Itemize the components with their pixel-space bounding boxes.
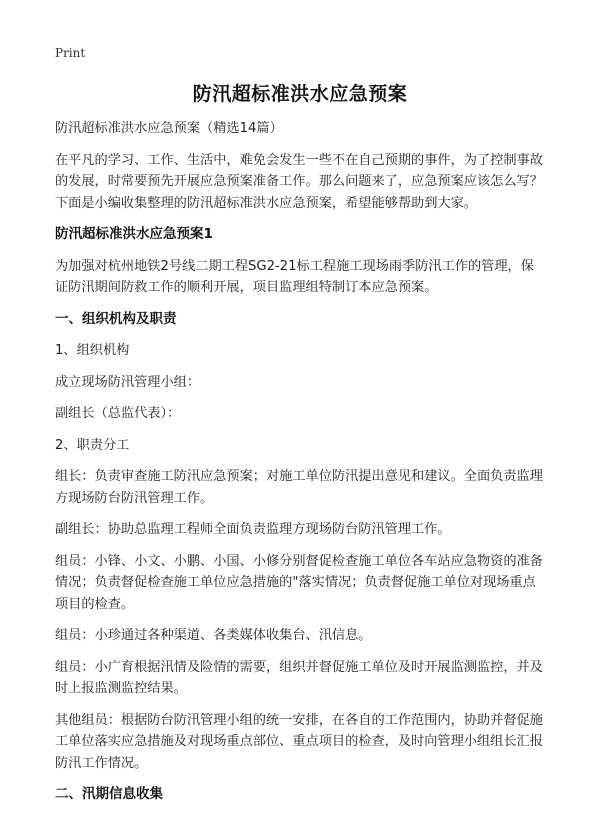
document-subtitle: 防汛超标准洪水应急预案（精选14篇） (55, 121, 283, 136)
document-body (55, 118, 547, 816)
intro-paragraph: 在平凡的学习、工作、生活中，难免会发生一些不在自己预期的事件，为了控制事故的发展，时常要预先开展应急预案准备工作。那么问题来了，应急预案应该怎么写？下面是小编收集整理的防汛超标准洪水应急预案，希望能够帮助到大家。 (55, 152, 543, 211)
duty-others-paragraph: 其他组员：根据防台防汛管理小组的统一安排，在各自的工作范围内，协助并督促施工单位落实应急措施及对现场重点部位、重点项目的检查，及时向管理小组组长汇报防汛工作情况。 (55, 712, 543, 771)
duty-deputy-paragraph: 副组长：协助总监理工程师全面负责监理方现场防台防汛管理工作。 (55, 522, 451, 537)
duty-member-paragraph: 组员：小珍通过各种渠道、各类媒体收集台、汛信息。 (55, 628, 372, 643)
item-duties: 2、职责分工 (55, 437, 130, 453)
document-title: 防汛超标准洪水应急预案 (192, 83, 408, 105)
heading-info-collection: 二、汛期信息收集 (55, 786, 163, 802)
duty-leader-paragraph: 组长：负责审查施工防汛应急预案；对施工单位防汛提出意见和建议。全面负责监理方现场防台防汛管理工作。 (55, 469, 543, 506)
deputy-leader-line: 副组长（总监代表）： (55, 406, 181, 421)
heading-organization: 一、组织机构及职责 (55, 310, 177, 327)
section-title: 防汛超标准洪水应急预案1 (55, 226, 213, 242)
purpose-paragraph: 为加强对杭州地铁2号线二期工程SG2-21标工程施工现场雨季防汛工作的管理，保证防汛期间防救工作的顺利开展，项目监理组特制订本应急预案。 (55, 258, 534, 295)
print-label: Print (55, 46, 86, 60)
organization-text: 成立现场防汛管理小组： (55, 374, 201, 390)
duty-member-paragraph: 组员：小广育根据汛情及险情的需要，组织并督促施工单位及时开展监测监控，并及时上报监测监控结果。 (55, 659, 543, 696)
item-organization: 1、组织机构 (55, 343, 130, 358)
duty-member-paragraph: 组员：小锋、小文、小鹏、小国、小修分别督促检查施工单位各车站应急物资的准备情况；负责督促检查施工单位应急措施的"落实情况；负责督促施工单位对现场重点项目的检查。 (55, 553, 543, 612)
